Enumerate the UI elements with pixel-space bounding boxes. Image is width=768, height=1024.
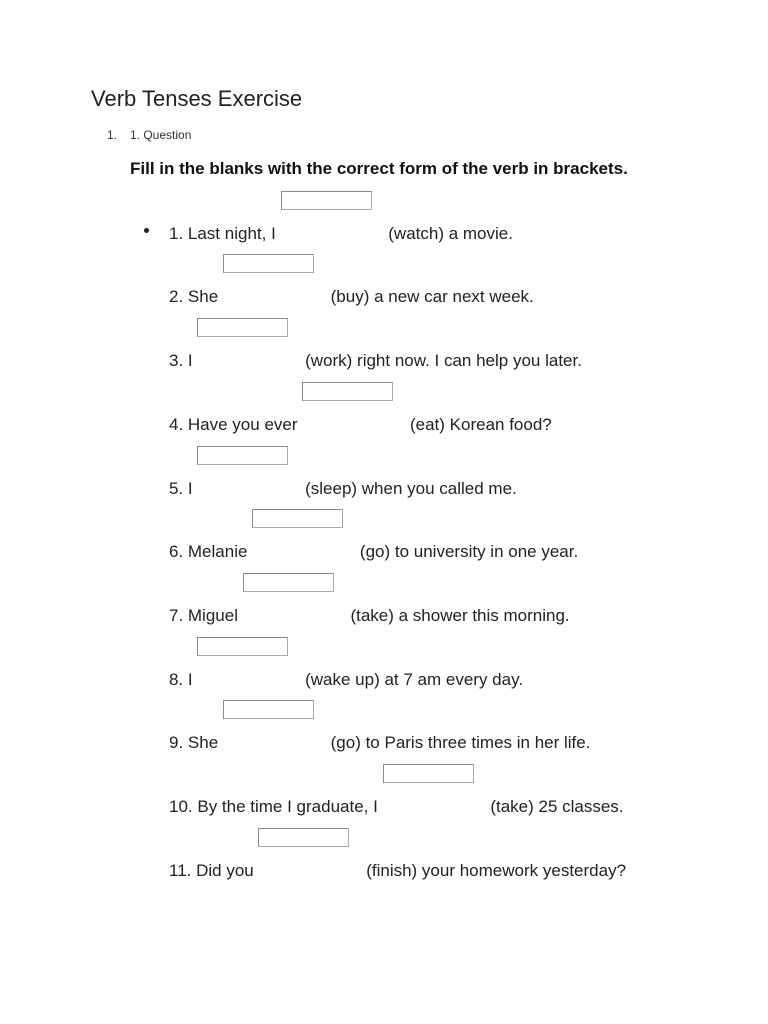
exercise-item-4 — [169, 414, 552, 436]
exercise-item-11 — [169, 860, 626, 882]
item-text-before: 5. I — [169, 479, 193, 498]
question-label: 1. Question — [130, 128, 192, 142]
item-text-before: 4. Have you ever — [169, 415, 298, 434]
item-text-before: 1. Last night, I — [169, 224, 276, 243]
instructions: Fill in the blanks with the correct form of the verb in brackets. — [130, 159, 628, 178]
item-text-before: 3. I — [169, 351, 193, 370]
item-text-before: 11. Did you — [169, 861, 254, 880]
item-text-after: (buy) a new car next week. — [330, 287, 534, 306]
exercise-item-1 — [169, 223, 513, 245]
answer-input-11[interactable] — [258, 828, 349, 847]
answer-input-3[interactable] — [197, 318, 288, 337]
answer-input-10[interactable] — [383, 764, 474, 783]
item-text-after: (take) 25 classes. — [490, 797, 624, 816]
question-header — [107, 127, 191, 143]
exercise-item-6 — [169, 541, 578, 563]
item-text-before: 6. Melanie — [169, 542, 248, 561]
bullet-icon — [144, 228, 149, 233]
answer-input-4[interactable] — [302, 382, 393, 401]
exercise-item-7 — [169, 605, 570, 627]
exercise-item-5 — [169, 478, 517, 500]
item-text-after: (sleep) when you called me. — [305, 479, 517, 498]
exercise-item-2 — [169, 286, 534, 308]
item-text-before: 9. She — [169, 733, 219, 752]
answer-input-7[interactable] — [243, 573, 334, 592]
item-text-before: 8. I — [169, 670, 193, 689]
exercise-item-3 — [169, 350, 582, 372]
answer-input-9[interactable] — [223, 700, 314, 719]
exercise-item-8 — [169, 669, 523, 691]
item-text-after: (wake up) at 7 am every day. — [305, 670, 524, 689]
item-text-before: 7. Miguel — [169, 606, 238, 625]
item-text-after: (go) to Paris three times in her life. — [330, 733, 591, 752]
item-text-after: (eat) Korean food? — [409, 415, 552, 434]
answer-input-5[interactable] — [197, 446, 288, 465]
answer-input-1[interactable] — [281, 191, 372, 210]
item-text-after: (take) a shower this morning. — [350, 606, 570, 625]
item-text-before: 10. By the time I graduate, I — [169, 797, 378, 816]
question-number: 1. — [107, 128, 118, 142]
answer-input-8[interactable] — [197, 637, 288, 656]
item-text-after: (watch) a movie. — [388, 224, 513, 243]
item-text-before: 2. She — [169, 287, 219, 306]
page-title: Verb Tenses Exercise — [91, 86, 303, 111]
answer-input-2[interactable] — [223, 254, 314, 273]
item-text-after: (go) to university in one year. — [359, 542, 579, 561]
item-text-after: (finish) your homework yesterday? — [366, 861, 627, 880]
answer-input-6[interactable] — [252, 509, 343, 528]
exercise-item-9 — [169, 732, 590, 754]
item-text-after: (work) right now. I can help you later. — [305, 351, 582, 370]
exercise-item-10 — [169, 796, 624, 818]
